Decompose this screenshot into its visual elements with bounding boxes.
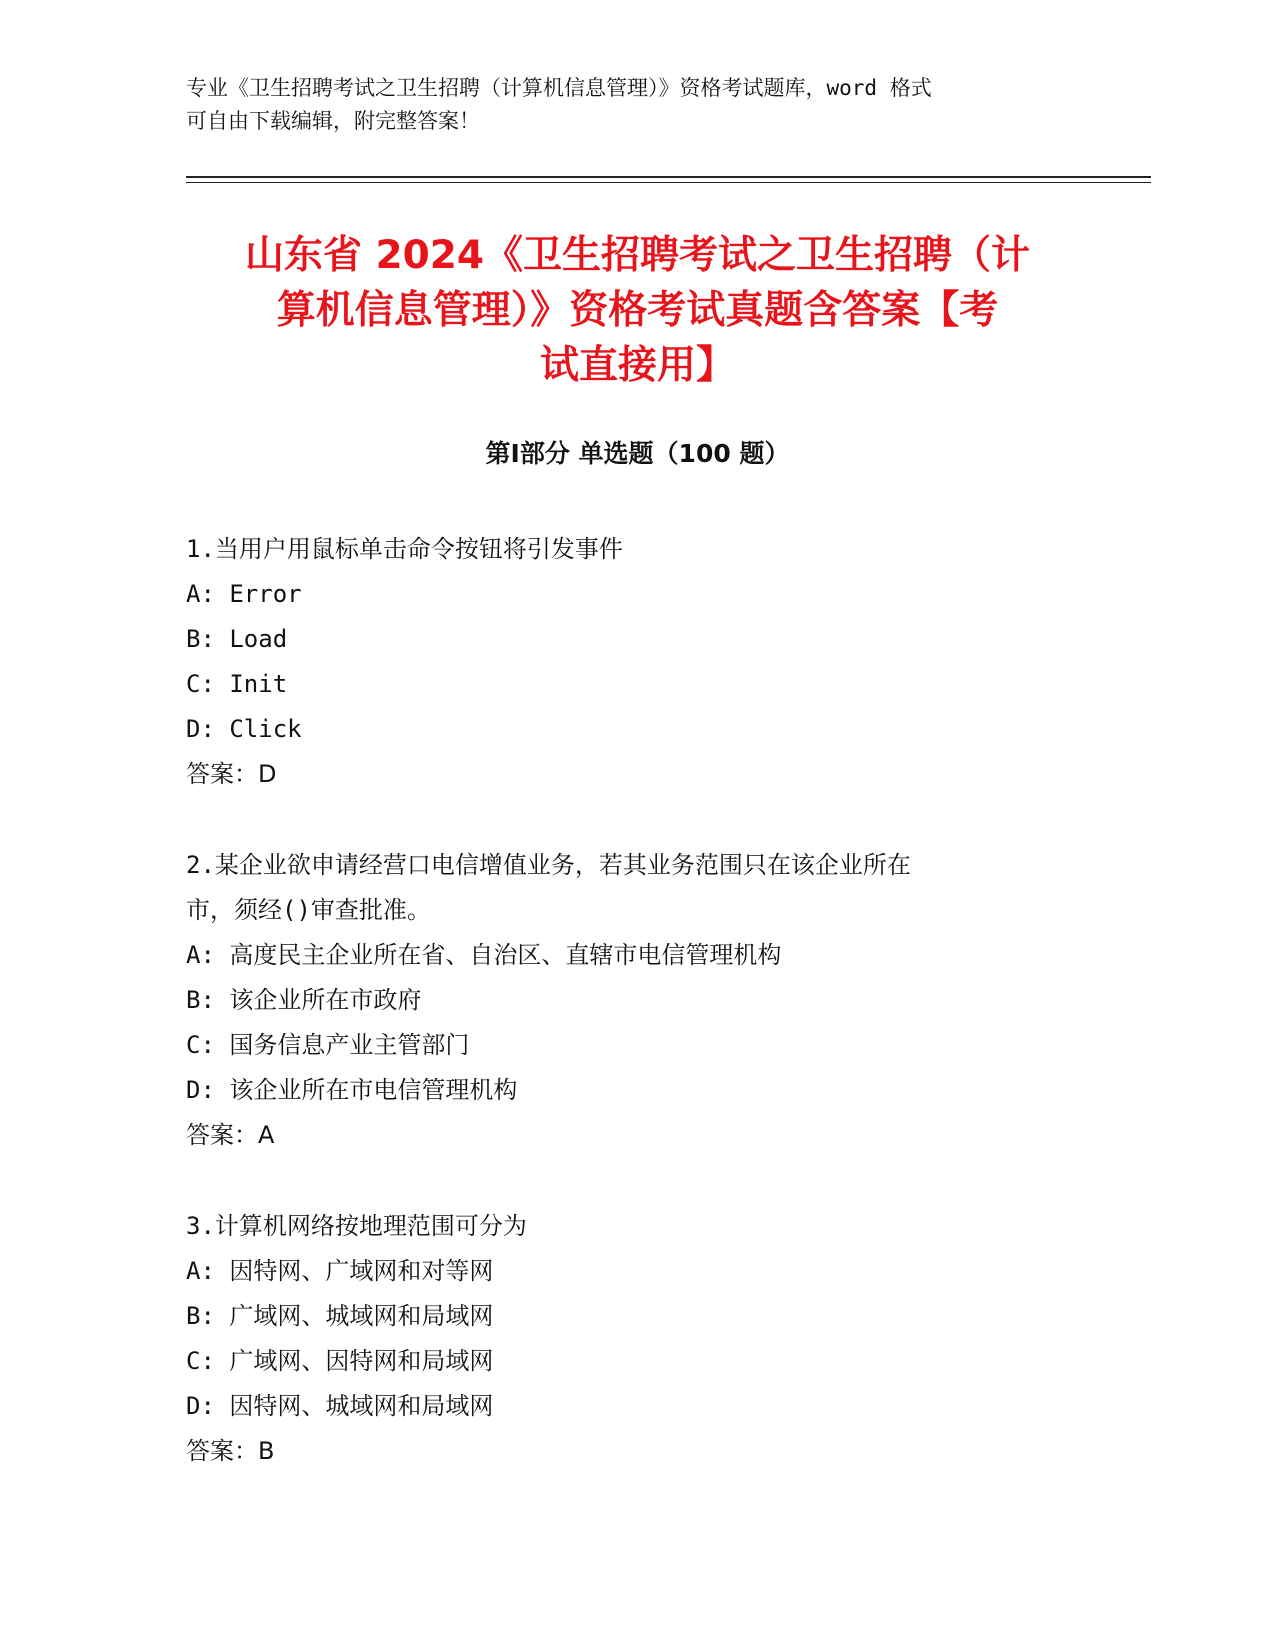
option-b: B: 该企业所在市政府 xyxy=(186,986,422,1014)
option-d: D: 因特网、城域网和局域网 xyxy=(186,1392,494,1420)
answer-line: 答案：B xyxy=(186,1437,275,1465)
document-title-line: 算机信息管理）》资格考试真题含答案【考 xyxy=(276,288,999,333)
question-stem: 3.计算机网络按地理范围可分为 xyxy=(186,1212,527,1240)
question-item xyxy=(186,1204,1066,1474)
option-c: C: 国务信息产业主管部门 xyxy=(186,1031,470,1059)
header-note-line: 可自由下载编辑，附完整答案！ xyxy=(186,109,480,133)
section-heading: 第Ⅰ部分 单选题（100 题） xyxy=(485,439,790,468)
question-list xyxy=(186,527,1066,1520)
answer-line: 答案：A xyxy=(186,1121,275,1149)
header-divider-thin xyxy=(186,182,1151,183)
option-b: B: 广域网、城域网和局域网 xyxy=(186,1302,494,1330)
header-note-line: 专业《卫生招聘考试之卫生招聘（计算机信息管理）》资格考试题库，word 格式 xyxy=(186,76,932,100)
question-stem: 1.当用户用鼠标单击命令按钮将引发事件 xyxy=(186,535,623,563)
question-stem: 2.某企业欲申请经营口电信增值业务，若其业务范围只在该企业所在 xyxy=(186,851,911,879)
document-title-line: 试直接用】 xyxy=(539,343,735,388)
question-stem-continued: 市，须经()审查批准。 xyxy=(186,896,431,924)
question-item xyxy=(186,843,1066,1158)
option-c: C: Init xyxy=(186,670,288,698)
option-b: B: Load xyxy=(186,625,288,653)
option-c: C: 广域网、因特网和局域网 xyxy=(186,1347,494,1375)
answer-line: 答案：D xyxy=(186,760,277,788)
option-a: A: 高度民主企业所在省、自治区、直辖市电信管理机构 xyxy=(186,941,782,969)
question-item xyxy=(186,527,1066,797)
header-divider-thick xyxy=(186,176,1151,178)
document-title-line: 山东省 2024《卫生招聘考试之卫生招聘（计 xyxy=(244,233,1031,278)
document-title xyxy=(186,228,1089,393)
option-a: A: 因特网、广域网和对等网 xyxy=(186,1257,494,1285)
option-d: D: 该企业所在市电信管理机构 xyxy=(186,1076,518,1104)
header-note xyxy=(186,72,1066,138)
option-a: A: Error xyxy=(186,580,302,608)
option-d: D: Click xyxy=(186,715,302,743)
